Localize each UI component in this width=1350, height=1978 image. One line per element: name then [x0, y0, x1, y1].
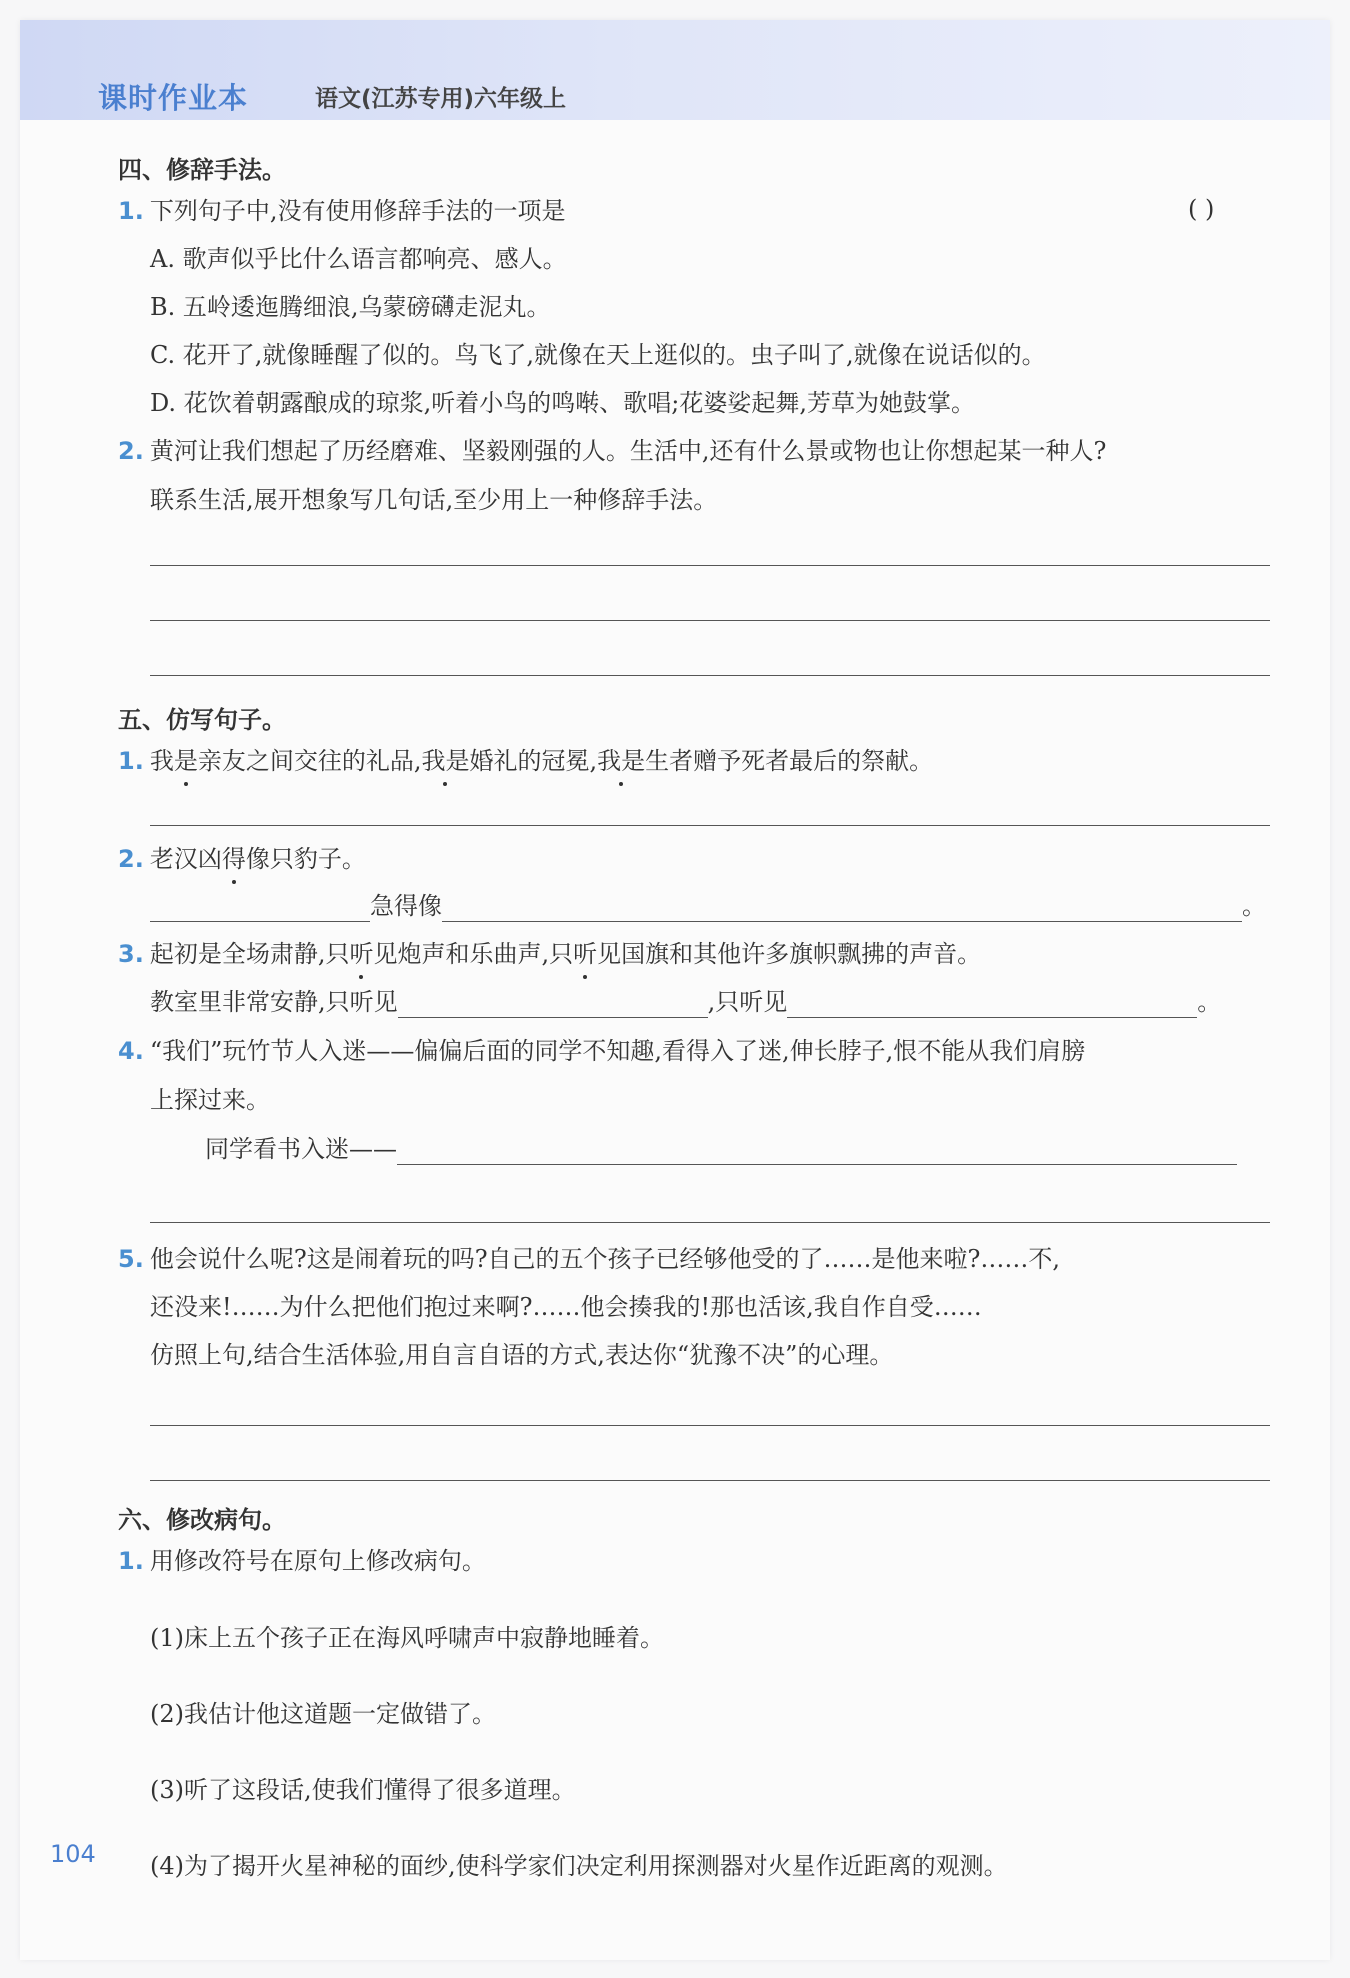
emphasis-dots: 是 [173, 747, 198, 775]
brand-title: 课时作业本 [98, 81, 249, 115]
s6-q1: 1. 用修改符号在原句上修改病句。 [118, 1547, 486, 1575]
section-5-title: 五、仿写句子。 [118, 706, 286, 734]
s5-q5-number: 5. [118, 1245, 144, 1273]
s4-q1-option-d: D. 花饮着朝露酿成的琼浆,听着小鸟的鸣啭、歌唱;花婆娑起舞,芳草为她鼓掌。 [150, 389, 975, 417]
answer-line[interactable] [150, 825, 1270, 826]
s6-q1-number: 1. [118, 1547, 144, 1575]
s5-q1-number: 1. [118, 747, 144, 775]
s4-q1-option-b: B. 五岭逶迤腾细浪,乌蒙磅礴走泥丸。 [150, 293, 551, 321]
s5-q5-line3: 仿照上句,结合生活体验,用自言自语的方式,表达你“犹豫不决”的心理。 [150, 1341, 894, 1369]
subject-title: 语文(江苏专用)六年级上 [315, 86, 567, 112]
s4-q1-option-a: A. 歌声似乎比什么语言都响亮、感人。 [150, 245, 567, 273]
s6-item-3[interactable]: (3)听了这段话,使我们懂得了很多道理。 [150, 1776, 576, 1804]
s5-q2: 2. 老汉凶得像只豹子。 [118, 845, 366, 873]
s5-q5: 5. 他会说什么呢?这是闹着玩的吗?自己的五个孩子已经够他受的了……是他来啦?……不, [118, 1245, 1061, 1273]
fill-blank[interactable] [397, 1136, 1237, 1165]
s4-q1-text: 下列句子中,没有使用修辞手法的一项是 [149, 197, 566, 225]
s4-q1-option-c: C. 花开了,就像睡醒了似的。鸟飞了,就像在天上逛似的。虫子叫了,就像在说话似的。 [150, 341, 1046, 369]
s5-q4: 4. “我们”玩竹节人入迷——偏偏后面的同学不知趣,看得入了迷,伸长脖子,恨不能从我们肩膀 [118, 1037, 1086, 1065]
section-6-title: 六、修改病句。 [118, 1506, 286, 1534]
section-4-title: 四、修辞手法。 [118, 156, 286, 184]
s4-q1 [118, 195, 565, 227]
emphasis-dots: 我是 [597, 747, 646, 775]
answer-line[interactable] [150, 1480, 1270, 1481]
s5-q3-fill: 教室里非常安静,只听见 ,只听见 。 [150, 988, 1222, 1016]
s6-item-2[interactable]: (2)我估计他这道题一定做错了。 [150, 1700, 496, 1728]
s4-q2-number: 2. [118, 437, 144, 465]
s4-q2-line1: 黄河让我们想起了历经磨难、坚毅刚强的人。生活中,还有什么景或物也让你想起某一种人? [149, 437, 1107, 465]
s5-q5-line2: 还没来!……为什么把他们抱过来啊?……他会揍我的!那也活该,我自作自受…… [150, 1293, 982, 1321]
s5-q1-text: 我是亲友之间交往的礼品,我是婚礼的冠冕,我是生者赠予死者最后的祭献。 [149, 747, 934, 775]
answer-parentheses[interactable]: ( ) [1188, 195, 1215, 223]
fill-blank[interactable] [787, 989, 1197, 1018]
answer-line[interactable] [150, 1222, 1270, 1223]
s4-q2 [118, 435, 1106, 467]
emphasis-dots: 我是 [421, 747, 470, 775]
page-number: 104 [50, 1840, 96, 1868]
fill-blank[interactable] [442, 893, 1242, 922]
s5-q3-number: 3. [118, 940, 144, 968]
fill-blank[interactable] [150, 893, 370, 922]
s5-q4-number: 4. [118, 1037, 144, 1065]
s4-q2-line2: 联系生活,展开想象写几句话,至少用上一种修辞手法。 [150, 486, 718, 514]
fill-blank[interactable] [398, 989, 708, 1018]
s5-q4-line2: 上探过来。 [150, 1086, 270, 1114]
s4-q1-number: 1. [118, 197, 144, 225]
s5-q3: 3. 起初是全场肃静,只听见炮声和乐曲声,只听见国旗和其他许多旗帜飘拂的声音。 [118, 940, 982, 968]
emphasis-dots: 凶得像 [197, 845, 270, 873]
emphasis-dots: 只听见 [549, 940, 622, 968]
s6-item-4[interactable]: (4)为了揭开火星神秘的面纱,使科学家们决定利用探测器对火星作近距离的观测。 [150, 1852, 1008, 1880]
s5-q2-number: 2. [118, 845, 144, 873]
emphasis-dots: 只听见 [325, 940, 398, 968]
answer-line[interactable] [150, 620, 1270, 621]
answer-line[interactable] [150, 565, 1270, 566]
s5-q1 [118, 745, 933, 777]
answer-line[interactable] [150, 675, 1270, 676]
s6-item-1[interactable]: (1)床上五个孩子正在海风呼啸声中寂静地睡着。 [150, 1624, 664, 1652]
answer-line[interactable] [150, 1425, 1270, 1426]
s5-q4-fill: 同学看书入迷—— [205, 1133, 1237, 1165]
s5-q2-fill: 急得像 。 [150, 890, 1266, 922]
